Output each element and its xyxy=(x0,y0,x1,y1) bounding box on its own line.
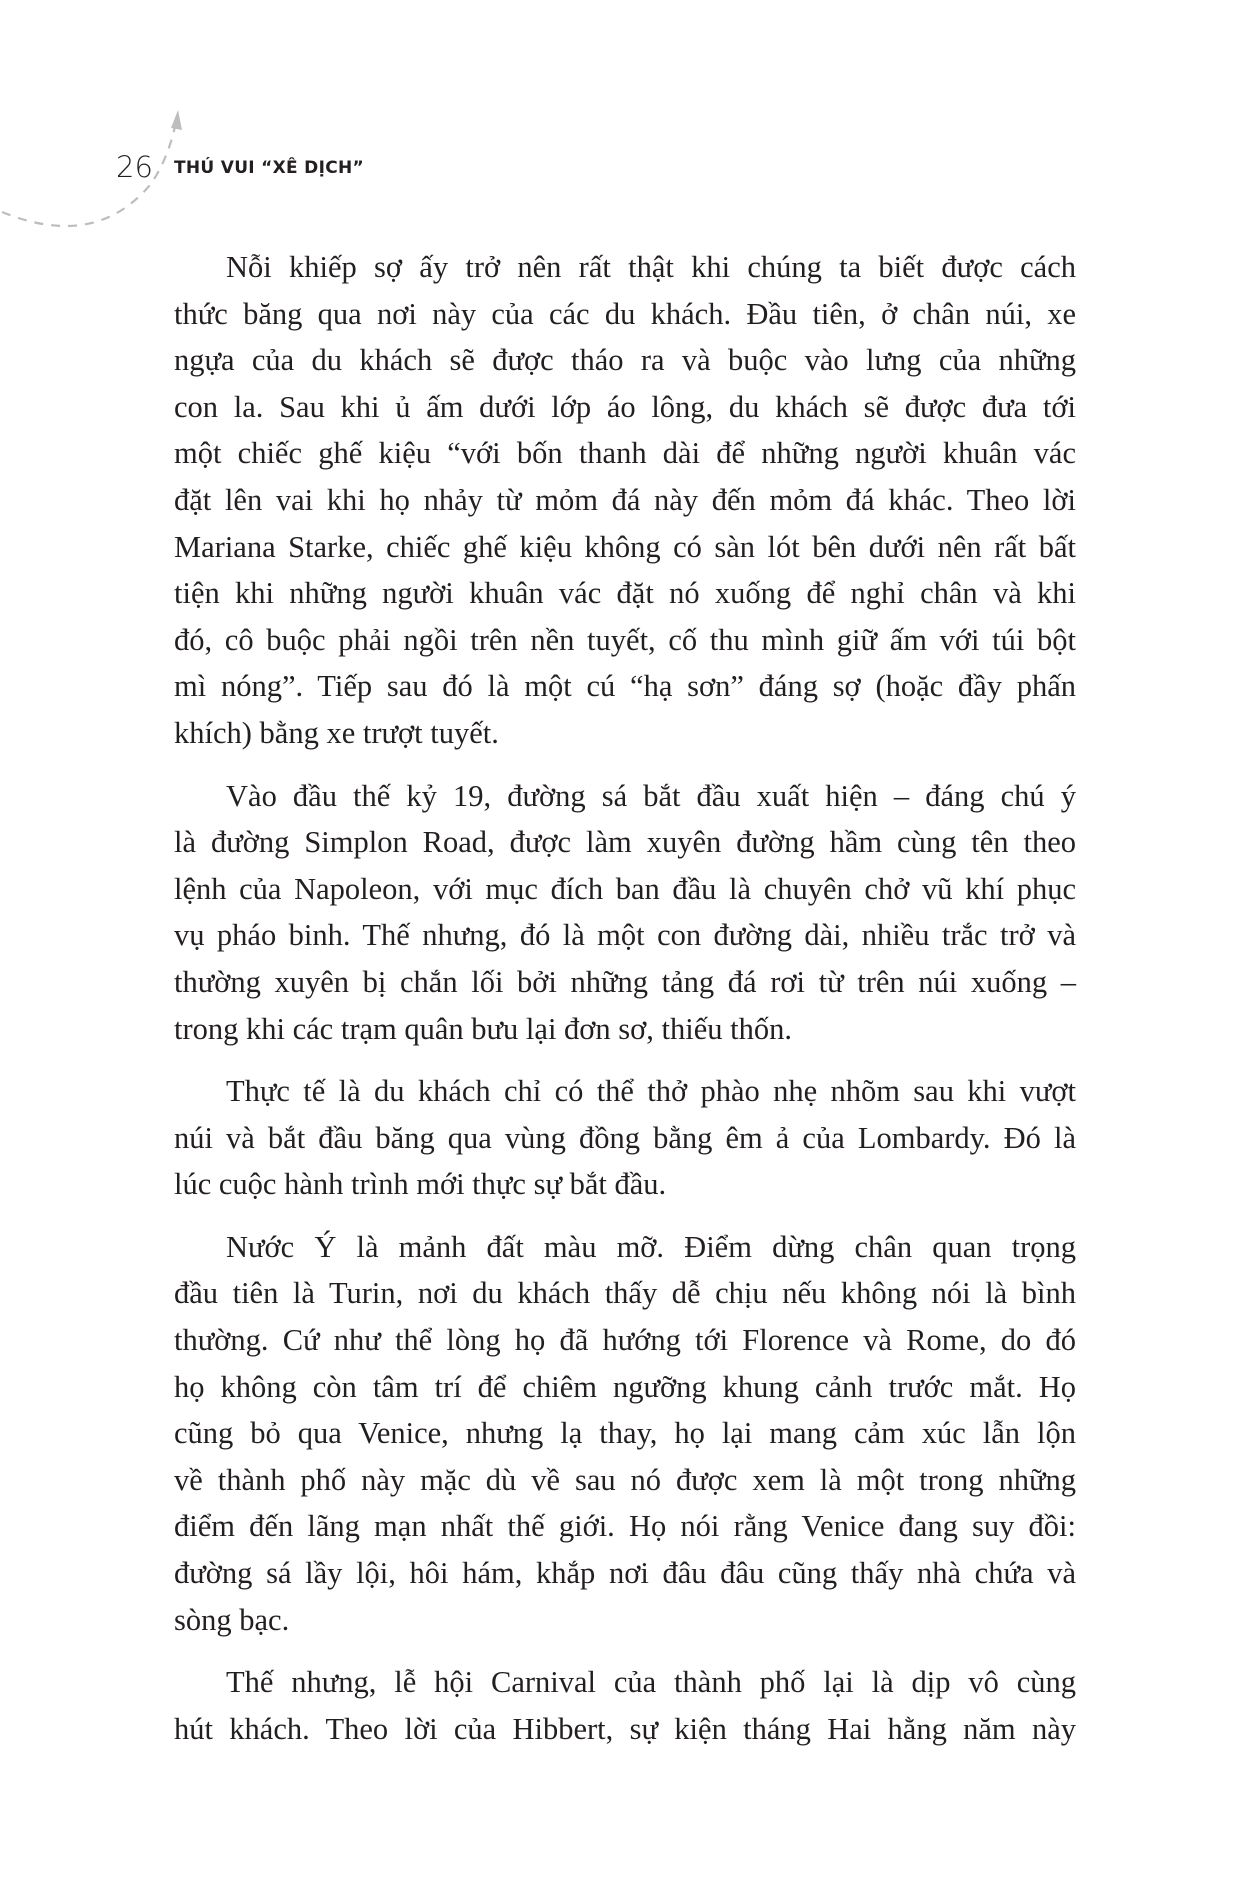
dashed-arrow-decoration xyxy=(0,0,260,260)
text-line: Mariana Starke, chiếc ghế kiệu không có sàn lót bên dưới nên rất bất xyxy=(174,529,1076,564)
text-line: núi và bắt đầu băng qua vùng đồng bằng êm ả của Lombardy. Đó là xyxy=(174,1120,1076,1155)
text-line: lệnh của Napoleon, với mục đích ban đầu là chuyên chở vũ khí phục xyxy=(174,871,1076,906)
text-line: Thực tế là du khách chỉ có thể thở phào nhẹ nhõm sau khi vượt xyxy=(226,1074,1076,1109)
paragraph xyxy=(174,244,1076,757)
text-line: là đường Simplon Road, được làm xuyên đường hầm cùng tên theo xyxy=(174,825,1076,860)
text-line: đặt lên vai khi họ nhảy từ mỏm đá này đến mỏm đá khác. Theo lời xyxy=(174,482,1076,517)
paragraph xyxy=(174,1224,1076,1643)
text-line: một chiếc ghế kiệu “với bốn thanh dài để những người khuân vác xyxy=(174,436,1076,471)
text-line: ngựa của du khách sẽ được tháo ra và buộc vào lưng của những xyxy=(174,343,1076,378)
body-text xyxy=(174,244,1076,1768)
text-line: Thế nhưng, lễ hội Carnival của thành phố lại là dịp vô cùng xyxy=(226,1665,1076,1700)
text-line: thường. Cứ như thể lòng họ đã hướng tới Florence và Rome, do đó xyxy=(174,1323,1076,1358)
paragraph xyxy=(174,1659,1076,1752)
text-line: cũng bỏ qua Venice, nhưng lạ thay, họ lại mang cảm xúc lẫn lộn xyxy=(174,1416,1076,1451)
text-line: đường sá lầy lội, hôi hám, khắp nơi đâu đâu cũng thấy nhà chứa và xyxy=(174,1556,1076,1591)
text-line: đó, cô buộc phải ngồi trên nền tuyết, cố thu mình giữ ấm với túi bột xyxy=(174,622,1076,657)
text-line: Nước Ý là mảnh đất màu mỡ. Điểm dừng chân quan trọng xyxy=(226,1229,1076,1264)
text-line: Vào đầu thế kỷ 19, đường sá bắt đầu xuất hiện – đáng chú ý xyxy=(226,778,1076,813)
text-line: khích) bằng xe trượt tuyết. xyxy=(174,715,499,750)
text-line: vụ pháo binh. Thế nhưng, đó là một con đường dài, nhiều trắc trở và xyxy=(174,918,1076,953)
text-line: Nỗi khiếp sợ ấy trở nên rất thật khi chúng ta biết được cách xyxy=(226,250,1076,284)
text-line: lúc cuộc hành trình mới thực sự bắt đầu. xyxy=(174,1167,667,1202)
text-line: tiện khi những người khuân vác đặt nó xuống để nghỉ chân và khi xyxy=(174,576,1076,611)
paragraph xyxy=(174,1068,1076,1208)
text-line: thường xuyên bị chắn lối bởi những tảng đá rơi từ trên núi xuống – xyxy=(174,964,1076,999)
paragraph xyxy=(174,773,1076,1053)
text-line: mì nóng”. Tiếp sau đó là một cú “hạ sơn” đáng sợ (hoặc đầy phấn xyxy=(174,669,1076,704)
text-line: họ không còn tâm trí để chiêm ngưỡng khung cảnh trước mắt. Họ xyxy=(174,1369,1076,1404)
text-line: trong khi các trạm quân bưu lại đơn sơ, thiếu thốn. xyxy=(174,1011,792,1046)
text-line: thức băng qua nơi này của các du khách. Đầu tiên, ở chân núi, xe xyxy=(174,296,1076,331)
text-line: đầu tiên là Turin, nơi du khách thấy dễ chịu nếu không nói là bình xyxy=(174,1276,1076,1311)
arrow-head-icon xyxy=(171,110,182,130)
text-line: sòng bạc. xyxy=(174,1602,290,1637)
running-title: THÚ VUI “XÊ DỊCH” xyxy=(174,158,364,178)
text-line: về thành phố này mặc dù về sau nó được xem là một trong những xyxy=(174,1462,1076,1497)
text-line: hút khách. Theo lời của Hibbert, sự kiện tháng Hai hằng năm này xyxy=(174,1711,1076,1746)
text-line: con la. Sau khi ủ ấm dưới lớp áo lông, du khách sẽ được đưa tới xyxy=(174,389,1076,424)
text-line: điểm đến lãng mạn nhất thế giới. Họ nói rằng Venice đang suy đồi: xyxy=(174,1509,1076,1544)
page-number: 26 xyxy=(116,150,153,184)
